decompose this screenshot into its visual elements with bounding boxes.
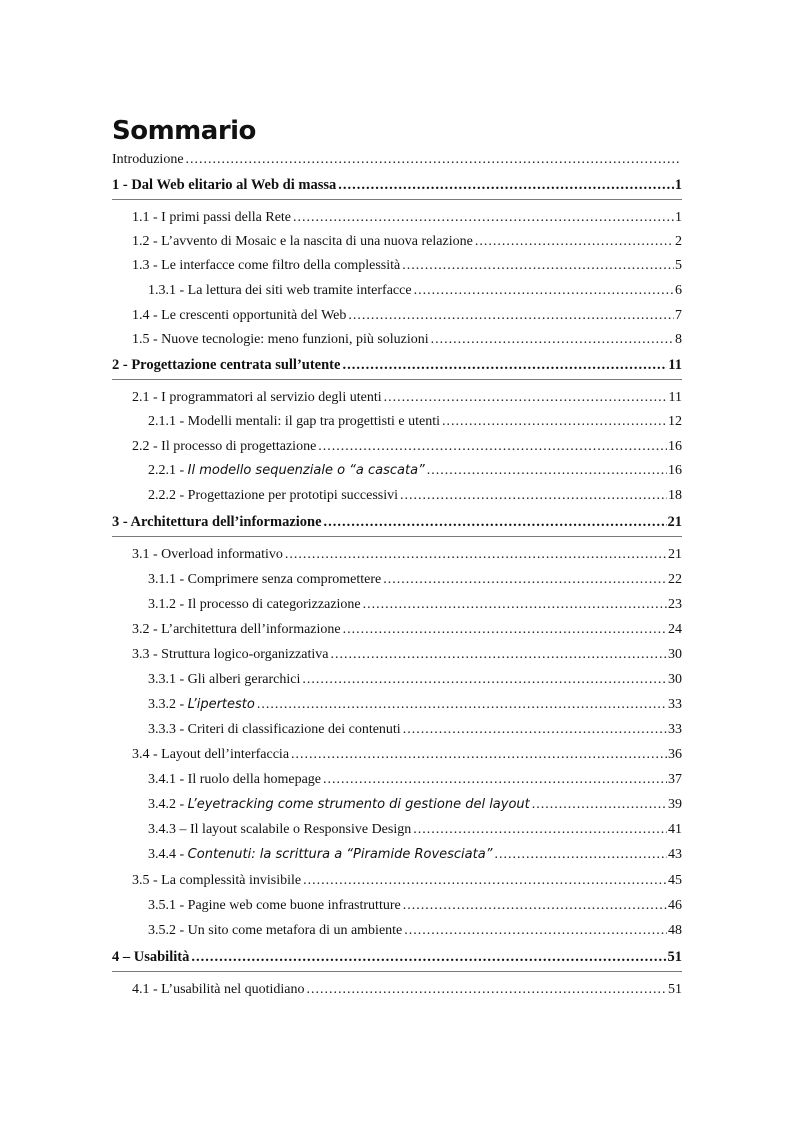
toc-section-1-1[interactable]	[112, 208, 682, 228]
leader-dots	[307, 980, 667, 1000]
leader-dots	[413, 820, 667, 840]
toc-chapter-1[interactable]	[112, 175, 682, 195]
toc-section-3-4[interactable]	[112, 745, 682, 765]
toc-section-3-3[interactable]	[112, 645, 682, 665]
leader-dots	[403, 896, 667, 916]
toc-entry-label	[148, 795, 532, 815]
leader-dots	[402, 256, 674, 276]
separator-line	[112, 199, 682, 200]
separator-line	[112, 536, 682, 537]
toc-section-3-1[interactable]	[112, 545, 682, 565]
toc-entry-number: 3.4.2 -	[148, 797, 188, 812]
page-title: Sommario	[112, 116, 256, 146]
page-number: 1	[675, 210, 682, 225]
leader-dots	[348, 306, 674, 326]
toc-entry-label: 3.2 - L’architettura dell’informazione	[132, 622, 341, 637]
toc-entry-label: 2.1 - I programmatori al servizio degli utenti	[132, 390, 382, 405]
toc-section-1-5[interactable]	[112, 330, 682, 350]
leader-dots	[285, 545, 667, 565]
page-number: 11	[668, 390, 682, 405]
toc-entry-label: 4 – Usabilità	[112, 949, 190, 965]
toc-entry-label: 1.5 - Nuove tecnologie: meno funzioni, più soluzioni	[132, 332, 429, 347]
toc-entry-label: 1.4 - Le crescenti opportunità del Web	[132, 308, 347, 323]
toc-section-3-5[interactable]	[112, 871, 682, 891]
toc-chapter-2[interactable]	[112, 355, 682, 375]
leader-dots	[383, 570, 667, 590]
page-number: 22	[668, 572, 682, 587]
toc-section-2-2[interactable]	[112, 437, 682, 457]
page-number: 33	[668, 697, 682, 712]
page-number: 7	[675, 308, 682, 323]
toc-entry-label: 2.1.1 - Modelli mentali: il gap tra progettisti e utenti	[148, 414, 440, 429]
page-number: 46	[668, 898, 682, 913]
page-number: 23	[668, 597, 682, 612]
page-number: 11	[668, 357, 682, 373]
page-number: 51	[667, 949, 682, 965]
toc-entry-label: 1.1 - I primi passi della Rete	[132, 210, 292, 225]
toc-subsection-3-3-1[interactable]	[112, 670, 682, 690]
leader-dots	[330, 645, 667, 665]
toc-subsection-3-1-1[interactable]	[112, 570, 682, 590]
toc-entry-label: 3 - Architettura dell’informazione	[112, 514, 322, 530]
leader-dots	[343, 620, 667, 640]
toc-entry-label: 3.5.2 - Un sito come metafora di un ambiente	[148, 923, 403, 938]
leader-dots	[338, 175, 674, 195]
leader-dots	[302, 670, 667, 690]
leader-dots	[404, 921, 667, 941]
toc-section-1-2[interactable]	[112, 232, 682, 252]
toc-entry-label	[148, 845, 494, 865]
page-number: 16	[668, 463, 682, 478]
toc-entry-italic: Il modello sequenziale o “a cascata”	[187, 463, 425, 478]
page-number: 16	[668, 439, 682, 454]
toc-entry-label: 3.4.1 - Il ruolo della homepage	[148, 772, 322, 787]
toc-chapter-3[interactable]	[112, 512, 682, 532]
separator-line	[112, 379, 682, 380]
toc-subsection-3-5-1[interactable]	[112, 896, 682, 916]
page-number: 36	[668, 747, 682, 762]
leader-dots	[427, 461, 667, 481]
toc-entry-label: 3.1.2 - Il processo di categorizzazione	[148, 597, 361, 612]
toc-subsection-2-2-2[interactable]	[112, 486, 682, 506]
toc-entry-number: 3.3.2 -	[148, 697, 188, 712]
leader-dots	[293, 208, 674, 228]
toc-section-3-2[interactable]	[112, 620, 682, 640]
toc-entry-label: 2.2 - Il processo di progettazione	[132, 439, 317, 454]
page-number: 43	[668, 847, 682, 862]
toc-section-1-3[interactable]	[112, 256, 682, 276]
toc-entry-label: 3.1 - Overload informativo	[132, 547, 283, 562]
toc-subsection-2-2-1[interactable]	[112, 461, 682, 481]
page-number: 33	[668, 722, 682, 737]
toc-entry-label: 1.2 - L’avvento di Mosaic e la nascita di una nuova relazione	[132, 234, 473, 249]
toc-section-4-1[interactable]	[112, 980, 682, 1000]
toc-entry-label	[148, 461, 427, 481]
page-number: 51	[668, 982, 682, 997]
toc-subsection-3-1-2[interactable]	[112, 595, 682, 615]
toc-entry-italic: L’ipertesto	[187, 697, 255, 712]
toc-entry-label: Introduzione	[112, 152, 184, 167]
toc-entry-label: 3.5.1 - Pagine web come buone infrastrutture	[148, 898, 401, 913]
toc-entry-label: 2.2.2 - Progettazione per prototipi successivi	[148, 488, 398, 503]
toc-chapter-4[interactable]	[112, 947, 682, 967]
page-number: 21	[667, 514, 682, 530]
toc-section-2-1[interactable]	[112, 388, 682, 408]
leader-dots	[323, 770, 667, 790]
toc-entry-italic: Contenuti: la scrittura a “Piramide Rovesciata”	[187, 847, 493, 862]
leader-dots	[342, 355, 667, 375]
leader-dots	[186, 150, 681, 170]
toc-entry-label: 4.1 - L’usabilità nel quotidiano	[132, 982, 305, 997]
toc-entry-introduction[interactable]	[112, 150, 682, 170]
leader-dots	[475, 232, 674, 252]
page-number: 8	[675, 332, 682, 347]
page-number: 21	[668, 547, 682, 562]
page-number: 37	[668, 772, 682, 787]
leader-dots	[291, 745, 667, 765]
leader-dots	[400, 486, 667, 506]
leader-dots	[363, 595, 667, 615]
page-number: 18	[668, 488, 682, 503]
leader-dots	[303, 871, 667, 891]
page-number: 12	[668, 414, 682, 429]
leader-dots	[442, 412, 667, 432]
toc-entry-label: 3.4.3 – Il layout scalabile o Responsive Design	[148, 822, 412, 837]
page-number: 2	[675, 234, 682, 249]
leader-dots	[431, 330, 674, 350]
page-number: 45	[668, 873, 682, 888]
toc-subsection-3-4-3[interactable]	[112, 820, 682, 840]
toc-subsection-3-4-4[interactable]	[112, 845, 682, 865]
leader-dots	[403, 720, 667, 740]
page-number: 6	[675, 283, 682, 298]
leader-dots	[257, 695, 667, 715]
page-number: 48	[668, 923, 682, 938]
separator-line	[112, 971, 682, 972]
toc-subsection-3-4-2[interactable]	[112, 795, 682, 815]
leader-dots	[494, 845, 667, 865]
toc-subsection-2-1-1[interactable]	[112, 412, 682, 432]
page-number: 5	[675, 258, 682, 273]
toc-entry-label: 3.3 - Struttura logico-organizzativa	[132, 647, 329, 662]
toc-subsection-3-3-2[interactable]	[112, 695, 682, 715]
leader-dots	[532, 795, 667, 815]
page-number: 24	[668, 622, 682, 637]
toc-subsection-1-3-1[interactable]	[112, 281, 682, 301]
toc-entry-number: 2.2.1 -	[148, 463, 188, 478]
toc-entry-label	[148, 695, 257, 715]
leader-dots	[414, 281, 674, 301]
toc-section-1-4[interactable]	[112, 306, 682, 326]
toc-entry-label: 2 - Progettazione centrata sull’utente	[112, 357, 341, 373]
toc-entry-label: 1.3.1 - La lettura dei siti web tramite interfacce	[148, 283, 412, 298]
toc-entry-label: 3.1.1 - Comprimere senza compromettere	[148, 572, 382, 587]
toc-entry-label: 3.5 - La complessità invisibile	[132, 873, 302, 888]
toc-entry-label: 3.4 - Layout dell’interfaccia	[132, 747, 290, 762]
toc-subsection-3-3-3[interactable]	[112, 720, 682, 740]
page-number: 41	[668, 822, 682, 837]
page-number: 30	[668, 647, 682, 662]
leader-dots	[318, 437, 667, 457]
toc-entry-label: 1 - Dal Web elitario al Web di massa	[112, 177, 337, 193]
page-number: 39	[668, 797, 682, 812]
toc-entry-label: 1.3 - Le interfacce come filtro della complessità	[132, 258, 401, 273]
leader-dots	[324, 512, 667, 532]
toc-entry-label: 3.3.3 - Criteri di classificazione dei contenuti	[148, 722, 401, 737]
page-number: 1	[674, 177, 682, 193]
page-number: 30	[668, 672, 682, 687]
leader-dots	[191, 947, 666, 967]
toc-entry-label: 3.3.1 - Gli alberi gerarchici	[148, 672, 301, 687]
toc-entry-italic: L’eyetracking come strumento di gestione del layout	[187, 797, 530, 812]
toc-subsection-3-4-1[interactable]	[112, 770, 682, 790]
toc-entry-number: 3.4.4 -	[148, 847, 188, 862]
toc-subsection-3-5-2[interactable]	[112, 921, 682, 941]
leader-dots	[384, 388, 668, 408]
